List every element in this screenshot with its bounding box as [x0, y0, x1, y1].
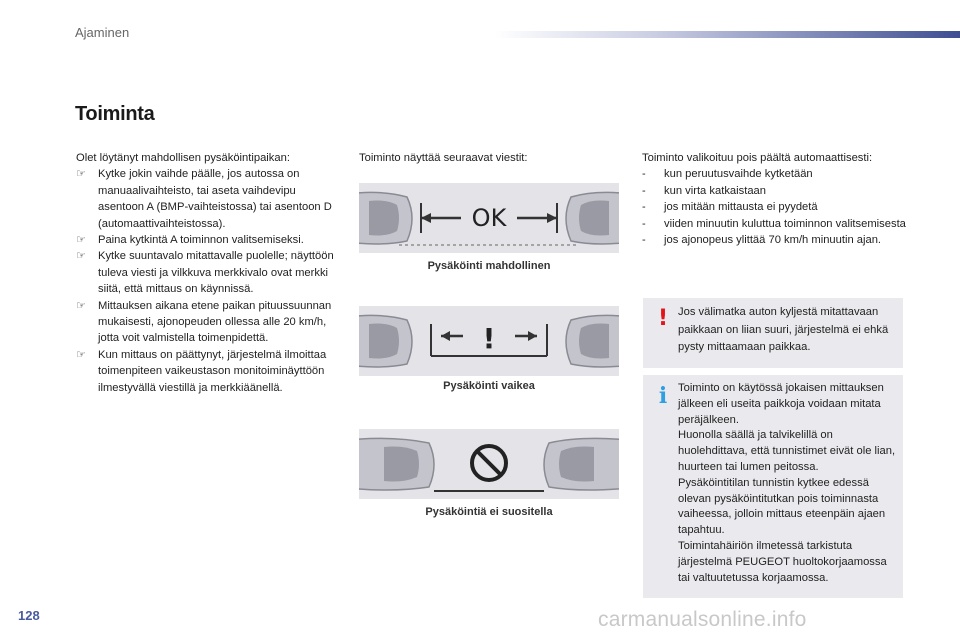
deactivation-intro: Toiminto valikoituu pois päältä automaattisesti:: [642, 152, 873, 164]
display-warning-text: !: [482, 322, 496, 355]
car-right-icon: [544, 438, 619, 490]
list-item-text: Paina kytkintä A toiminnon valitsemiseksi.: [98, 234, 304, 247]
info-paragraph: Toimintahäiriön ilmetessä tarkistuta järjestelmä PEUGEOT huoltokorjaamossa tai valtuutetussa korjaamossa.: [678, 539, 887, 584]
parking-difficult-illustration: [359, 306, 619, 376]
parking-ok-illustration: [359, 183, 619, 253]
bullet-icon: ☞: [76, 347, 86, 361]
bullet-icon: ☞: [76, 233, 86, 247]
list-item-text: Kytke jokin vaihde päälle, jos autossa on manuaalivaihteisto, tai aseta vaihdevipu asentoon A (BMP-vaihteistossa) tai asentoon D (automaattivaihteistossa).: [98, 168, 332, 230]
instructions-intro: Olet löytänyt mahdollisen pysäköintipaikan:: [76, 152, 290, 164]
display-panel-difficult: [359, 306, 619, 376]
info-note: [643, 375, 903, 598]
list-item: [642, 216, 907, 232]
list-item-text: viiden minuutin kuluttua toiminnon valitsemisesta: [664, 217, 906, 230]
exclamation-icon: !: [657, 306, 669, 331]
panel-caption: Pysäköinti mahdollinen: [427, 260, 551, 272]
bullet-icon: ☞: [76, 249, 86, 263]
dash-marker: -: [642, 217, 646, 230]
section-header: Ajaminen: [75, 25, 130, 40]
display-ok-text: OK: [471, 204, 507, 232]
messages-intro: Toiminto näyttää seuraavat viestit:: [359, 152, 528, 164]
list-item: [642, 232, 907, 248]
page-number: 128: [18, 608, 40, 623]
watermark: carmanualsonline.info: [598, 608, 807, 631]
list-item-text: jos ajonopeus ylittää 70 km/h minuutin ajan.: [664, 234, 882, 247]
instructions-list: [76, 166, 338, 396]
list-item-text: jos mitään mittausta ei pyydetä: [664, 201, 818, 214]
list-item-text: Mittauksen aikana etene paikan pituussuunnan mukaisesti, ajonopeuden ollessa alle 20 km/h, jotta voit valmistella toimenpidettä.: [98, 299, 332, 345]
bullet-icon: ☞: [76, 298, 86, 312]
panel-caption: Pysäköinti vaikea: [443, 380, 535, 392]
car-right-icon: [566, 315, 619, 367]
page-title: Toiminta: [75, 103, 155, 125]
warning-text: Jos välimatka auton kyljestä mitattavaan paikkaan on liian suuri, järjestelmä ei ehkä pysty mittaamaan paikkaa.: [678, 306, 889, 353]
car-left-icon: [359, 192, 412, 244]
info-text: [678, 381, 896, 586]
list-item: [76, 347, 338, 396]
dash-marker: -: [642, 201, 646, 214]
car-left-icon: [359, 438, 434, 490]
list-item: [642, 183, 907, 199]
instructions-column: [76, 150, 338, 396]
info-paragraph: Huonolla säällä ja talvikelillä on huolehdittava, että tunnistimet eivät ole lian, huurteen tai lumen peitossa.: [678, 429, 896, 473]
list-item-text: kun virta katkaistaan: [664, 184, 766, 197]
list-item: [76, 248, 338, 297]
list-item-text: Kytke suuntavalo mitattavalle puolelle; näyttöön tuleva viesti ja vilkkuva merkkivalo ovat merkki siitä, että mittaus on käynnissä.: [98, 250, 334, 296]
list-item-text: Kun mittaus on päättynyt, järjestelmä ilmoittaa toimenpiteen vaikeustason monitoiminäyttöön ilmestyvällä viestillä ja merkkiäänellä.: [98, 348, 327, 394]
list-item: [642, 199, 907, 215]
bullet-icon: ☞: [76, 167, 86, 181]
panel-caption: Pysäköintiä ei suositella: [425, 506, 553, 518]
deactivation-column: [642, 150, 907, 248]
car-right-icon: [566, 192, 619, 244]
header-decor-bar: [495, 31, 960, 38]
dash-marker: -: [642, 168, 646, 181]
list-item-text: kun peruutusvaihde kytketään: [664, 168, 813, 181]
list-item: [76, 166, 338, 232]
dash-marker: -: [642, 234, 646, 247]
display-panel-not-recommended: [359, 429, 619, 499]
parking-not-recommended-illustration: [359, 429, 619, 499]
car-left-icon: [359, 315, 412, 367]
warning-note: [643, 298, 903, 368]
list-item: [76, 298, 338, 347]
dash-marker: -: [642, 184, 646, 197]
deactivation-list: [642, 166, 907, 248]
info-paragraph: Toiminto on käytössä jokaisen mittauksen jälkeen eli useita paikkoja voidaan mitata peräjälkeen.: [678, 382, 884, 426]
info-paragraph: Pysäköintitilan tunnistin kytkee edessä olevan pysäköintitutkan pois toiminnasta vaiheessa, jolloin mittaus eteenpäin ajaen tapahtuu.: [678, 476, 886, 537]
list-item: [642, 166, 907, 182]
list-item: [76, 232, 338, 248]
info-icon: i: [658, 383, 668, 409]
display-panel-ok: [359, 183, 619, 253]
